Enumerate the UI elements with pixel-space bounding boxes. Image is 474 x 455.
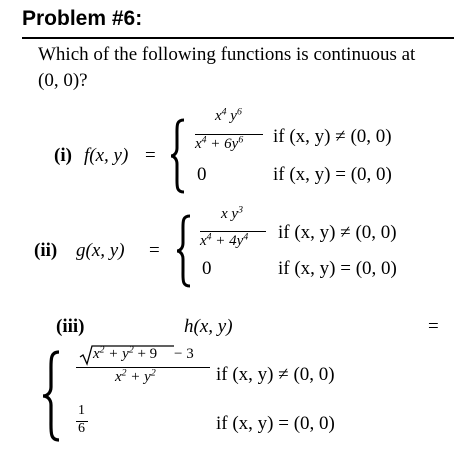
part-iii-sqrt-content: $x^2 + y^2 + 9$ — [93, 344, 158, 362]
part-i-equals: = — [145, 145, 156, 166]
part-i-label: (i) — [54, 145, 72, 166]
part-i-value-2: 0 — [197, 164, 207, 185]
part-ii-value-2: 0 — [202, 258, 212, 279]
part-iii-equals: = — [428, 316, 439, 337]
part-iii-label: (iii) — [56, 316, 85, 337]
part-i-denominator: $x^4 + 6y^6$ — [195, 134, 244, 152]
part-iii-value-2-numerator: 1 — [78, 403, 85, 418]
part-iii-condition-1: if (x, y) ≠ (0, 0) — [216, 364, 335, 385]
part-iii-minus-three: − 3 — [174, 346, 194, 362]
part-iii-brace — [40, 350, 64, 444]
part-ii-numerator: x $y^3$ — [221, 204, 243, 222]
part-i-numerator: $x^4$ $y^6$ — [215, 106, 242, 124]
question-line-1: Which of the following functions is continuous at — [38, 44, 416, 65]
part-i-condition-1: if (x, y) ≠ (0, 0) — [273, 126, 392, 147]
part-iii-condition-2: if (x, y) = (0, 0) — [216, 413, 335, 434]
question-line-2: (0, 0)? — [38, 70, 88, 91]
part-i-condition-2: if (x, y) = (0, 0) — [273, 164, 392, 185]
part-ii-denominator: $x^4 + 4y^4$ — [200, 231, 249, 249]
part-ii-condition-2: if (x, y) = (0, 0) — [278, 258, 397, 279]
part-iii-lhs: h(x, y) — [184, 316, 233, 337]
part-ii-label: (ii) — [34, 240, 58, 261]
part-iii-value-2-denominator: 6 — [78, 421, 85, 436]
part-i-brace — [168, 118, 188, 194]
problem-title: Problem #6: — [22, 7, 143, 30]
part-iii-fraction-bar — [76, 367, 210, 368]
part-i-lhs: f(x, y) — [84, 145, 129, 166]
part-ii-equals: = — [149, 240, 160, 261]
part-ii-lhs: g(x, y) — [76, 240, 125, 261]
part-ii-brace — [174, 214, 194, 288]
part-ii-condition-1: if (x, y) ≠ (0, 0) — [278, 222, 397, 243]
title-divider — [22, 37, 454, 39]
part-iii-denominator: $x^2 + y^2$ — [115, 367, 156, 385]
